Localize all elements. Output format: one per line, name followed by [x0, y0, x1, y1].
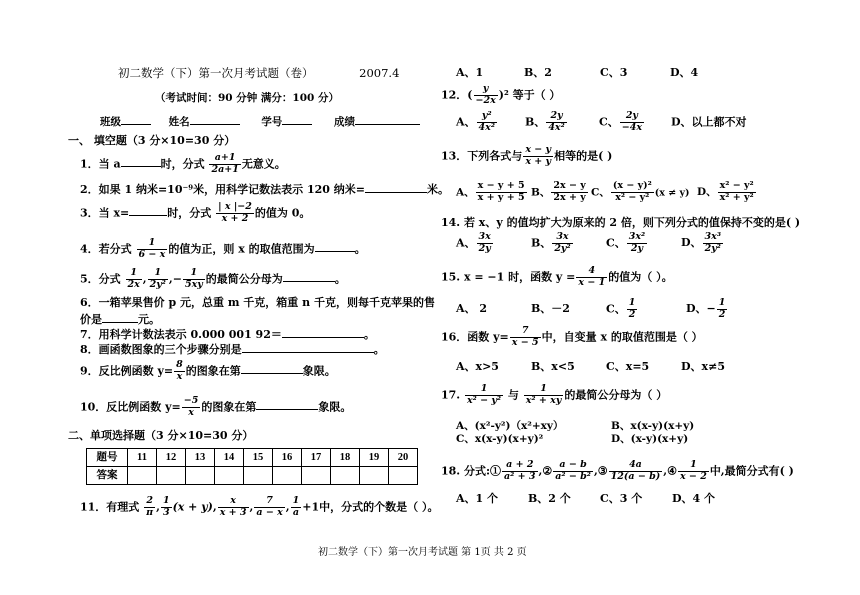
- q13-c-label: C、: [591, 186, 610, 199]
- answer-table: [86, 448, 418, 485]
- q13-options: [456, 181, 757, 204]
- q13-b-den: 2x + y: [553, 191, 586, 203]
- q17-option-a[interactable]: A、(x²-y²)（x²+xy）: [456, 420, 564, 432]
- q17-mid: 与: [507, 388, 519, 402]
- q14-option-a[interactable]: [456, 232, 531, 255]
- q11-pre: 11．有理式: [80, 500, 140, 514]
- q11-f2-num: 1: [162, 495, 170, 506]
- q12-den: −2x: [475, 94, 496, 106]
- answer-table-header-row: [87, 449, 418, 467]
- q18-sep-3: ,③: [593, 464, 608, 478]
- q18-f4-num: 1: [678, 460, 709, 472]
- q11-f4-den: a − x: [256, 506, 283, 518]
- answer-cell[interactable]: [389, 467, 418, 485]
- q10-pre: 10．反比例函数 y=: [80, 400, 181, 414]
- q5-fraction-1: [126, 268, 142, 291]
- answer-cell[interactable]: [331, 467, 360, 485]
- q13-b-frac: [551, 181, 587, 204]
- q14-b-den: 2y²: [554, 242, 571, 254]
- q5-f3-num: 1: [183, 268, 205, 280]
- q9-den: x: [176, 370, 183, 382]
- q3-blank[interactable]: [129, 204, 167, 216]
- q15-c-den: 2: [628, 308, 636, 320]
- q17-options-row-2: [456, 433, 688, 446]
- q15-option-b[interactable]: B、－2: [531, 302, 570, 316]
- answer-cell[interactable]: [244, 467, 273, 485]
- q6-post: 元。: [138, 313, 160, 326]
- q12-c-label: C、: [599, 115, 619, 129]
- q3-mid: 时，分式: [167, 206, 212, 220]
- q15-c-label: C、: [606, 302, 626, 316]
- q16-pre: 16．函数 y=: [441, 330, 509, 344]
- section2-heading: 二、单项选择题（3 分×10=30 分）: [68, 429, 254, 442]
- q9-num: 8: [176, 359, 183, 370]
- q17-f2-den: x² + xy: [525, 394, 562, 406]
- q7-post: 。: [363, 328, 375, 341]
- table-qnum: 15: [244, 449, 273, 467]
- q3-num: | x |−2: [218, 201, 252, 212]
- answer-cell[interactable]: [186, 467, 215, 485]
- q13-b-label: B、: [531, 186, 551, 199]
- q16-option-d[interactable]: D、x≠5: [681, 360, 725, 373]
- q12-num: y: [474, 84, 498, 96]
- q11-fraction-1: [144, 496, 155, 519]
- q14-d-num: 3x³: [704, 231, 721, 242]
- q15-post: 的值为（ ）。: [608, 270, 673, 284]
- q17-post: 的最简公分母为（ ）: [564, 388, 668, 402]
- q13-c-den: x² − y²: [615, 191, 650, 203]
- q18-option-d[interactable]: D、4 个: [672, 492, 716, 505]
- q4-blank[interactable]: [315, 240, 355, 252]
- q9-blank[interactable]: [241, 362, 303, 374]
- q13-den: x + y: [525, 155, 552, 167]
- q13-d-frac: [718, 181, 756, 204]
- q18-fraction-1: [502, 460, 538, 483]
- q12-post: )² 等于（ ）: [498, 88, 561, 102]
- q8-post: 。: [373, 343, 385, 356]
- table-qnum: 11: [128, 449, 157, 467]
- q12-a-num: y²: [477, 111, 497, 123]
- q14-a-den: 2y: [478, 242, 491, 254]
- q14-d-den: 2y²: [704, 242, 721, 254]
- q12-b-num: 2y: [546, 111, 566, 123]
- answer-cell[interactable]: [128, 467, 157, 485]
- q14-a-num: 3x: [478, 231, 491, 242]
- q16-fraction: [510, 326, 541, 349]
- q18-f3-num: 4a: [609, 460, 663, 472]
- q11-option-c[interactable]: C、3: [600, 66, 628, 79]
- q13-a-den: x + y + 5: [477, 191, 525, 203]
- exam-info: （考试时间：90 分钟 满分：100 分）: [155, 92, 339, 104]
- table-header-label: 题号: [87, 449, 128, 467]
- number-blank[interactable]: [282, 113, 312, 125]
- q11-f5-post: +1: [302, 500, 320, 514]
- question-1: [80, 153, 286, 176]
- q14-c-num: 3x²: [628, 231, 646, 242]
- q12-a-frac: [477, 111, 497, 134]
- q12-b-den: 4x²: [548, 121, 565, 133]
- q13-a-label: A、: [456, 186, 475, 199]
- q17-f1-num: 1: [465, 384, 503, 396]
- q12-c-frac: [620, 111, 644, 134]
- question-3: [80, 202, 310, 225]
- q5-f1-den: 2x: [127, 278, 140, 290]
- q10-mid: 的图象在第: [201, 400, 257, 414]
- q18-fraction-3: [609, 460, 663, 483]
- q16-den: x − 5: [511, 336, 539, 348]
- q15-den: x − 1: [578, 276, 606, 288]
- q14-a-label: A、: [456, 236, 476, 250]
- q13-c-frac: [611, 181, 654, 204]
- q17-fraction-1: [465, 384, 503, 407]
- q15-d-den: 2: [718, 308, 726, 320]
- table-answer-label: 答案: [87, 467, 128, 485]
- q5-f2-num: 1: [148, 268, 168, 280]
- page-footer: 初二数学（下）第一次月考试题 第 1页 共 2 页: [318, 547, 527, 558]
- q11-options: [456, 66, 698, 80]
- q11-f1-den: π: [146, 506, 154, 518]
- q11-fraction-5: [291, 496, 302, 519]
- class-label: 班级: [100, 116, 121, 128]
- q4-den: 6 − x: [138, 248, 166, 260]
- q14-b-num: 3x: [552, 232, 572, 244]
- name-label: 姓名: [168, 116, 190, 128]
- q13-d-label: D、: [697, 186, 717, 199]
- q13-a-frac: [476, 181, 527, 204]
- q11-f1-num: 2: [144, 496, 155, 508]
- q14-b-label: B、: [531, 236, 552, 250]
- q17-fraction-2: [524, 384, 564, 407]
- q5-f3-den: 5xy: [184, 278, 203, 290]
- table-qnum: 16: [273, 449, 302, 467]
- q16-option-b[interactable]: B、x<5: [531, 360, 575, 373]
- question-16: [441, 326, 703, 349]
- q15-num: 4: [576, 266, 607, 278]
- q9-fraction: [174, 360, 185, 383]
- q14-c-den: 2y: [630, 242, 644, 254]
- name-blank[interactable]: [190, 113, 240, 125]
- q5-fraction-3: [183, 268, 205, 291]
- q11-fraction-4: [254, 496, 284, 519]
- q11-option-a[interactable]: A、1: [456, 66, 484, 79]
- q18-f4-den: x − 2: [679, 470, 707, 482]
- q7-blank[interactable]: [282, 326, 364, 338]
- q14-option-c[interactable]: [606, 232, 681, 255]
- q11-option-b[interactable]: B、2: [524, 66, 552, 79]
- q4-post: 。: [354, 242, 366, 256]
- question-6-line-1: 6．一箱苹果售价 p 元，总重 m 千克，箱重 n 千克，则每千克苹果的售: [80, 296, 435, 309]
- q15-pre: 15. x = −1 时，函数 y =: [441, 270, 576, 284]
- q3-fraction: [216, 202, 254, 225]
- q5-pre: 5．分式: [80, 272, 121, 286]
- q18-option-a[interactable]: A、1 个: [456, 492, 499, 505]
- q17-pre: 17.: [441, 388, 461, 402]
- q18-f2-num: a − b: [553, 460, 593, 472]
- q13-d-den: x² + y²: [719, 191, 754, 203]
- q18-f2-den: a² − b²: [555, 470, 591, 482]
- q12-a-den: 4x²: [478, 121, 495, 133]
- q13-fraction: [523, 145, 553, 168]
- q3-pre: 3．当 x=: [80, 206, 130, 220]
- q18-pre: 18. 分式:①: [441, 464, 502, 478]
- q4-pre: 4．若分式: [80, 242, 132, 256]
- q15-options: [456, 298, 728, 321]
- question-18: [441, 460, 794, 483]
- q14-d-frac: [703, 232, 723, 255]
- q15-d-frac: [717, 298, 728, 321]
- q4-num: 1: [137, 238, 168, 250]
- table-qnum: 20: [389, 449, 418, 467]
- q12-options: [456, 111, 747, 134]
- q17-f1-den: x² − y²: [466, 394, 502, 406]
- q18-options: [456, 492, 715, 506]
- q1-blank[interactable]: [121, 155, 161, 167]
- q3-post: 的值为 0。: [254, 206, 311, 220]
- q2-blank[interactable]: [365, 181, 427, 193]
- question-5: 5．分式 $\frac{1}{2x}$ , $\frac{1}{\text{2y²}}$ ,− $\frac{1}{5xy}$ 的最简公分母为 。: [80, 267, 346, 290]
- q17-option-b[interactable]: B、x(x-y)(x+y): [611, 420, 695, 432]
- q9-post: 象限。: [302, 364, 336, 378]
- student-info-row: [100, 113, 420, 129]
- q18-f3-den: 12(a − b): [610, 470, 661, 482]
- question-15: [441, 266, 673, 289]
- q12-b-frac: [546, 111, 566, 134]
- q15-c-frac: [627, 298, 638, 321]
- q15-option-d[interactable]: [686, 297, 728, 320]
- q14-d-label: D、: [681, 236, 702, 250]
- q8-pre: 8．画函数图象的三个步骤分别是: [80, 343, 242, 356]
- q5-f1-num: 1: [126, 268, 142, 280]
- question-13: [441, 145, 612, 168]
- q17-option-d[interactable]: D、(x-y)(x+y): [611, 433, 689, 445]
- q11-f5-num: 1: [292, 495, 300, 506]
- q6-pre: 价是: [80, 313, 102, 326]
- q18-option-c[interactable]: C、3 个: [600, 492, 643, 505]
- q18-f1-num: a + 2: [502, 460, 538, 472]
- q16-options: [456, 360, 725, 374]
- q1-pre: 1．当 a: [80, 157, 121, 171]
- q9-pre: 9．反比例函数 y=: [80, 364, 174, 378]
- number-label: 学号: [261, 116, 283, 128]
- q16-option-a[interactable]: A、x>5: [456, 360, 499, 373]
- q13-option-d[interactable]: [697, 180, 757, 203]
- table-qnum: 14: [215, 449, 244, 467]
- q11-fraction-2: [161, 496, 172, 519]
- question-9: [80, 360, 336, 383]
- question-11: 11．有理式 $\frac{2}{\pi}$ , $\frac{1}{3}$ (x + y), $\frac{x}{x + 3}$ , $\frac{7}{a - x}$ , $\frac{1}{a}$ +1中，分式的个数是（ ）。: [80, 495, 439, 518]
- class-blank[interactable]: [121, 113, 151, 125]
- answer-cell[interactable]: [302, 467, 331, 485]
- q16-post: 中，自变量 x 的取值范围是（ ）: [541, 330, 703, 344]
- q12-option-d[interactable]: D、以上都不对: [671, 115, 747, 129]
- q14-options: [456, 232, 724, 255]
- q1-den: 2a+1: [211, 163, 239, 175]
- q17-options-row-1: [456, 420, 694, 433]
- q14-c-label: C、: [606, 236, 626, 250]
- q18-post: 中,最简分式有( ): [709, 464, 794, 478]
- q17-f2-num: 1: [524, 384, 564, 396]
- q12-c-num: 2y: [620, 111, 644, 123]
- q2-post: 米。: [426, 183, 449, 196]
- q4-mid: 的值为正，则 x 的取值范围为: [168, 242, 315, 256]
- question-6-line-2: [80, 311, 160, 327]
- q11-f4-num: 7: [254, 496, 284, 508]
- q13-pre: 13．下列各式与: [441, 149, 523, 163]
- q15-option-a[interactable]: A、 2: [456, 302, 488, 316]
- q15-c-num: 1: [628, 297, 636, 308]
- q3-den: x + 2: [221, 212, 249, 224]
- q4-fraction: [137, 238, 168, 261]
- q13-c-extra: (x ≠ y): [654, 187, 690, 199]
- q15-d-num: 1: [718, 297, 726, 308]
- q15-d-label: D、−: [686, 302, 716, 316]
- q9-mid: 的图象在第: [185, 364, 241, 378]
- q18-f1-den: a² + 3: [504, 470, 536, 482]
- answer-cell[interactable]: [273, 467, 302, 485]
- q1-post: 无意义。: [241, 157, 286, 171]
- q1-num: a+1: [209, 153, 240, 165]
- q14-b-frac: [552, 232, 572, 255]
- q12-option-b[interactable]: [525, 111, 599, 134]
- q10-blank[interactable]: [256, 398, 318, 410]
- q5-f2-den: 2y²: [149, 278, 166, 290]
- answer-table-answer-row: [87, 467, 418, 485]
- q18-fraction-2: [553, 460, 593, 483]
- q14-c-frac: [627, 232, 647, 255]
- question-10: [80, 396, 351, 419]
- q13-option-b[interactable]: [531, 181, 591, 204]
- q7-pre: 7．用科学计数法表示 0.000 001 92＝: [80, 328, 282, 341]
- question-14: 14. 若 x、y 的值均扩大为原来的 2 倍，则下列分式的值保持不变的是( ): [441, 216, 801, 229]
- score-label: 成绩: [333, 116, 355, 128]
- answer-cell[interactable]: [360, 467, 389, 485]
- q5-blank[interactable]: [283, 270, 335, 282]
- q12-option-a[interactable]: [456, 111, 525, 134]
- table-qnum: 13: [186, 449, 215, 467]
- q15-fraction: [576, 266, 607, 289]
- q11-f2-den: 3: [162, 506, 170, 518]
- q10-num: −5: [183, 395, 199, 406]
- q13-post: 相等的是( ): [554, 149, 613, 163]
- question-4: [80, 238, 366, 261]
- q12-option-c[interactable]: [599, 111, 671, 134]
- section1-heading: 一、 填空题（3 分×10=30 分）: [68, 134, 236, 147]
- q10-den: x: [188, 406, 194, 418]
- q12-pre: 12．(: [441, 88, 473, 102]
- q11-f5-den: a: [292, 506, 300, 518]
- q15-option-c[interactable]: [606, 298, 686, 321]
- table-qnum: 19: [360, 449, 389, 467]
- q5-post: 。: [334, 272, 346, 286]
- q18-option-b[interactable]: B、2 个: [528, 492, 571, 505]
- q14-option-d[interactable]: [681, 231, 724, 254]
- q12-a-label: A、: [456, 115, 476, 129]
- q2-pre: 2．如果 1 纳米=10⁻⁹米，用科学记数法表示 120 纳米=: [80, 183, 365, 196]
- table-qnum: 18: [331, 449, 360, 467]
- q12-b-label: B、: [525, 115, 546, 129]
- question-7: [80, 326, 375, 342]
- q11-option-d[interactable]: D、4: [670, 66, 699, 79]
- q12-fraction: [474, 84, 498, 107]
- q18-fraction-4: [678, 460, 709, 483]
- q14-option-b[interactable]: [531, 232, 606, 255]
- q13-c-num: (x − y)²: [612, 180, 652, 191]
- q11-fraction-3: [218, 496, 249, 519]
- question-2: [80, 181, 449, 197]
- q11-f2-post: (x + y): [172, 500, 213, 514]
- question-8: [80, 341, 385, 357]
- q18-sep-2: ,②: [538, 464, 553, 478]
- q8-blank[interactable]: [242, 341, 374, 353]
- answer-cell[interactable]: [215, 467, 244, 485]
- question-12: [441, 84, 560, 107]
- q17-option-c[interactable]: C、x(x-y)(x+y)²: [456, 433, 544, 445]
- q13-d-num: x² − y²: [719, 180, 754, 191]
- q13-option-c[interactable]: [591, 181, 697, 204]
- q13-num: x − y: [525, 144, 552, 155]
- answer-cell[interactable]: [157, 467, 186, 485]
- q13-a-num: x − y + 5: [477, 180, 525, 191]
- q16-option-c[interactable]: C、x=5: [606, 360, 650, 373]
- q11-post: 中，分式的个数是（ ）。: [319, 500, 439, 514]
- title-text: 初二数学（下）第一次月考试题（卷）: [118, 66, 314, 80]
- q10-post: 象限。: [318, 400, 352, 414]
- q13-option-a[interactable]: [456, 181, 531, 204]
- q11-f3-num: x: [218, 496, 249, 508]
- q13-b-num: 2x − y: [553, 180, 586, 191]
- score-blank[interactable]: [355, 113, 420, 125]
- table-qnum: 12: [157, 449, 186, 467]
- q5-mid: 的最简公分母为: [205, 272, 283, 286]
- q12-c-den: −4x: [621, 121, 642, 133]
- q16-num: 7: [510, 326, 541, 338]
- table-qnum: 17: [302, 449, 331, 467]
- question-17: [441, 384, 667, 407]
- q1-mid: 时，分式: [160, 157, 205, 171]
- exam-date: 2007.4: [359, 66, 400, 80]
- q5-fraction-2: [148, 268, 168, 291]
- q10-fraction: [182, 396, 201, 419]
- q18-sep-4: ,④: [663, 464, 677, 478]
- exam-title: [118, 66, 399, 80]
- q1-fraction: [209, 153, 240, 176]
- q14-a-frac: [477, 232, 493, 255]
- q11-f3-den: x + 3: [219, 506, 247, 518]
- q6-blank[interactable]: [102, 311, 138, 323]
